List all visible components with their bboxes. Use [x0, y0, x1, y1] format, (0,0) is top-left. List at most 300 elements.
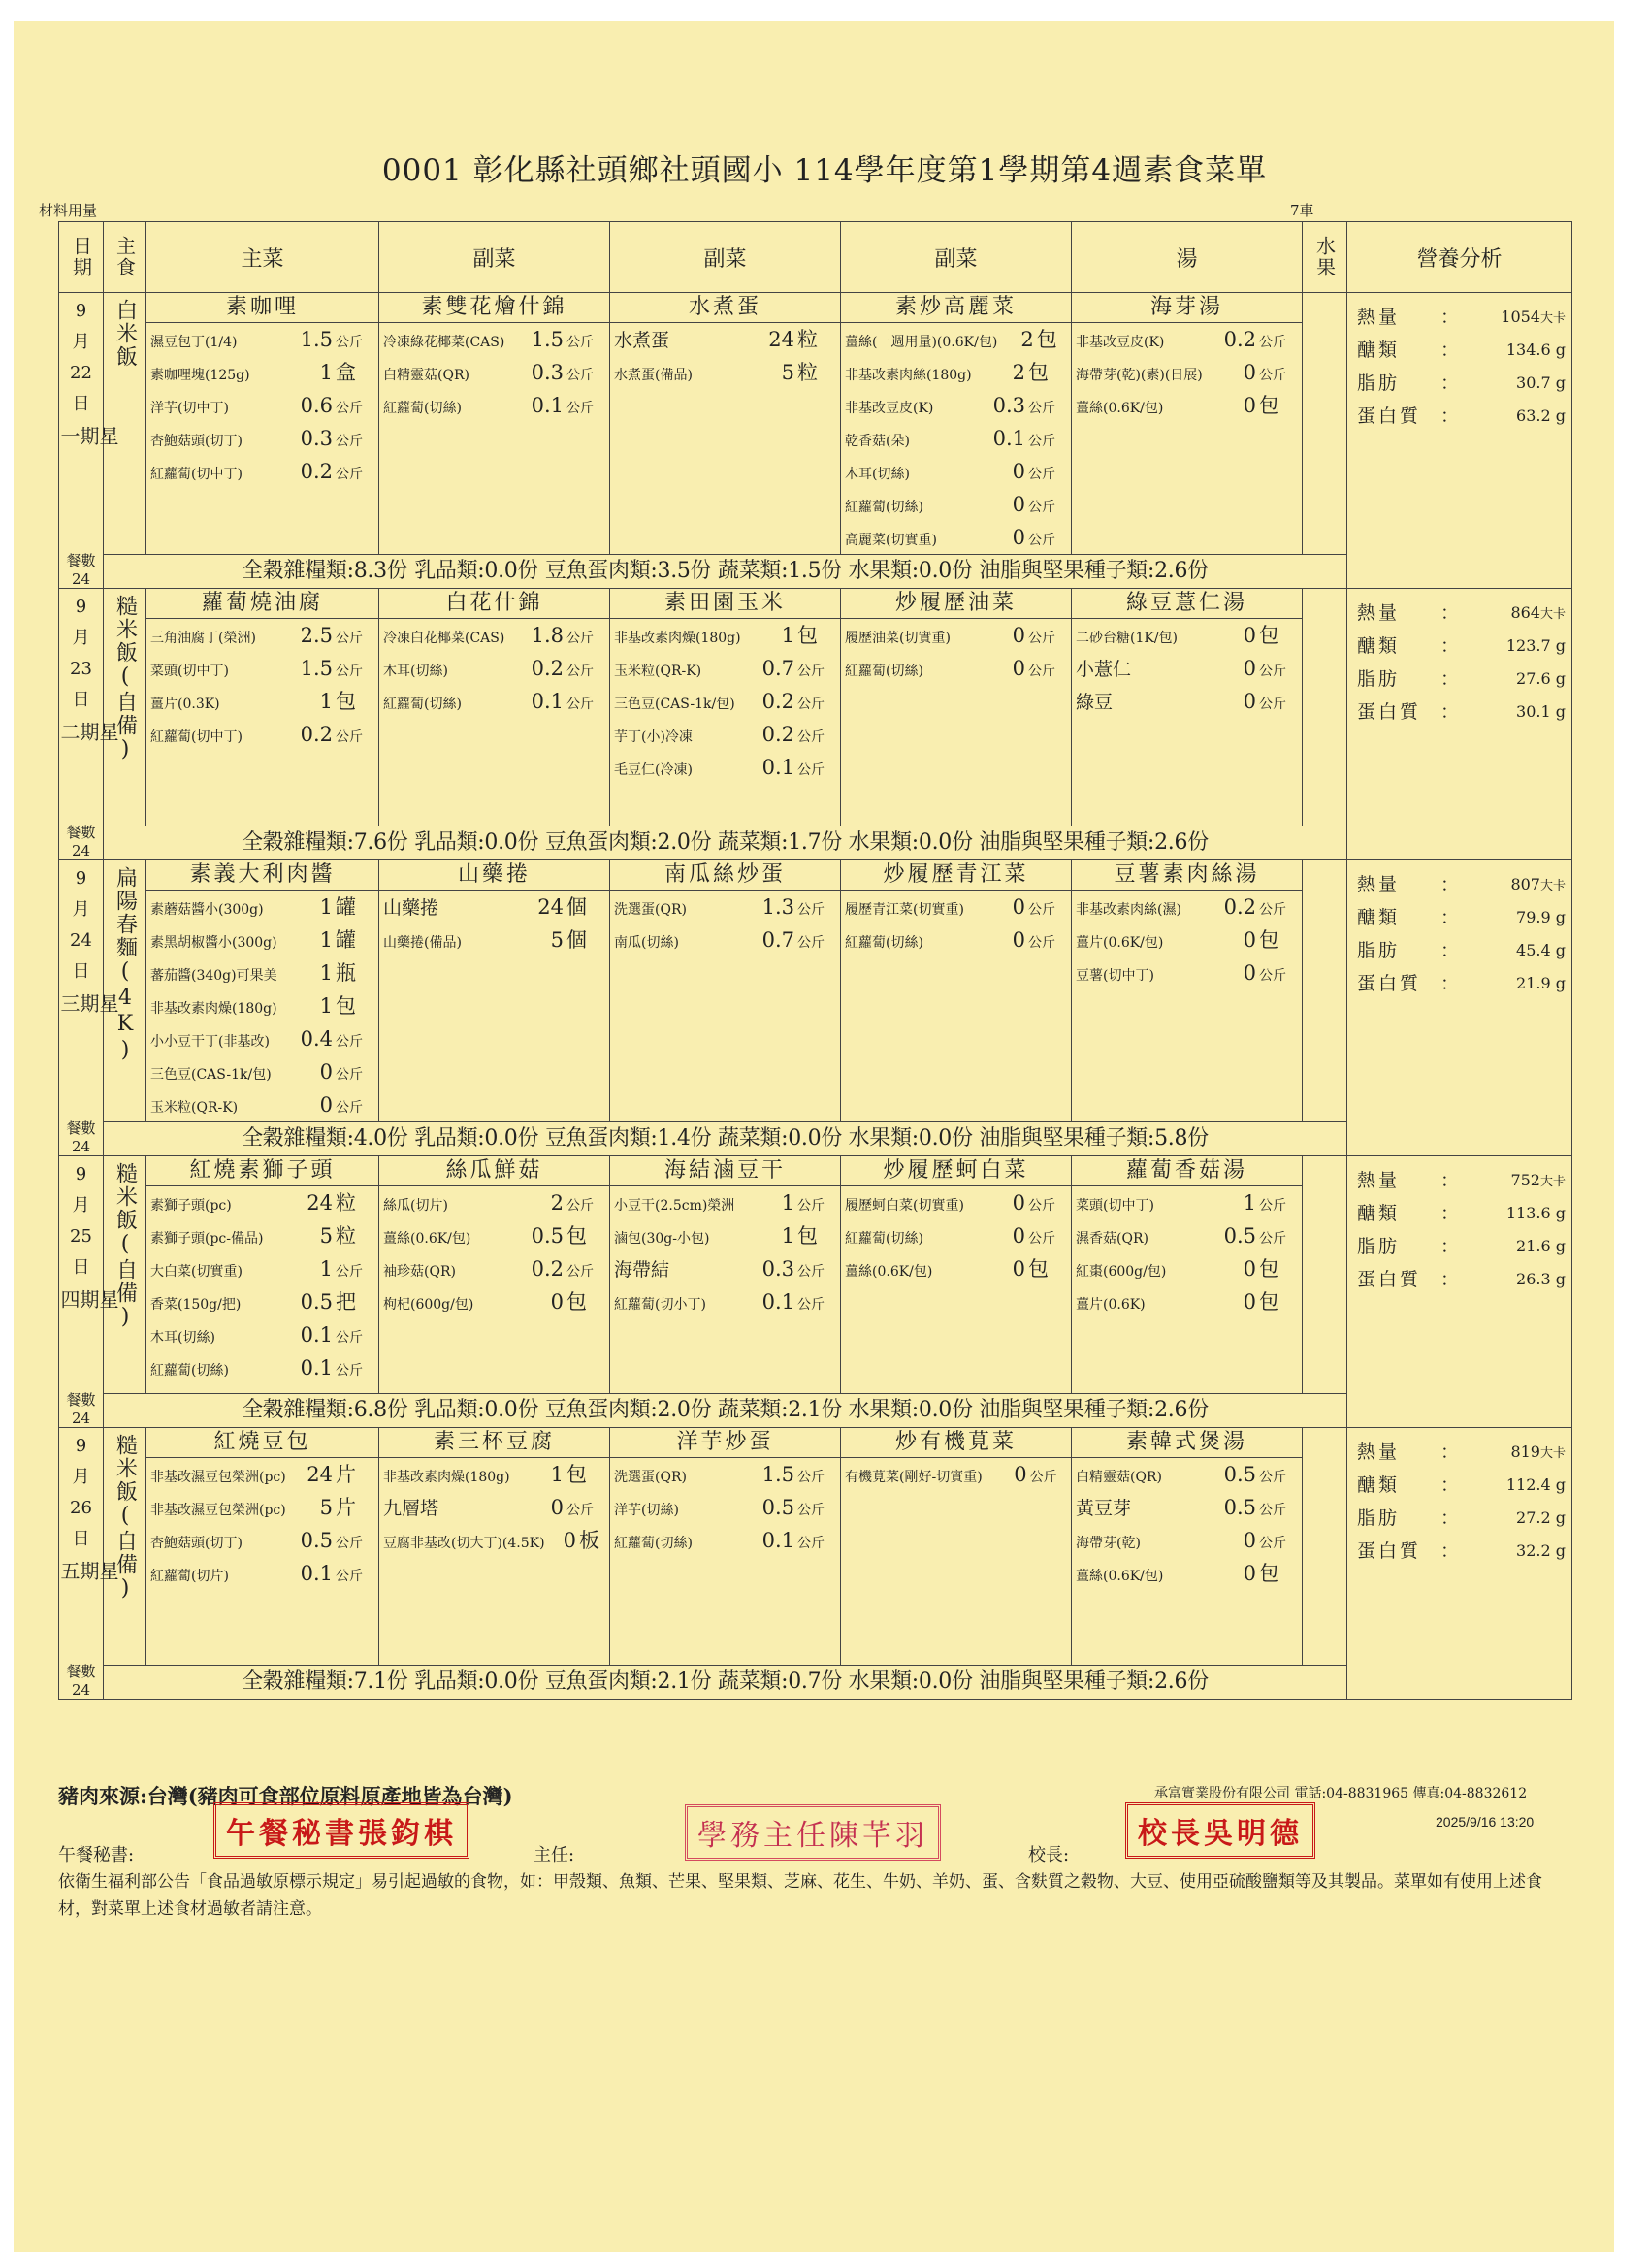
ingredient-unit: 公斤	[566, 368, 594, 383]
date-day: 24	[70, 930, 92, 951]
date-day-label: 日	[72, 690, 90, 710]
ingredient-row	[1072, 685, 1302, 718]
ingredient-qty: 5	[319, 1224, 333, 1247]
ingredient-row	[146, 685, 378, 718]
ingredient-qty: 0.5	[1223, 1224, 1256, 1247]
date-day: 25	[70, 1226, 92, 1247]
ingredient-row	[610, 356, 840, 389]
ingredient-row	[841, 652, 1071, 685]
ingredient-name: 素咖哩塊(125g)	[150, 368, 250, 383]
ingredient-row	[379, 1186, 609, 1219]
dish-cell	[146, 1428, 379, 1666]
ingredient-name: 海帶芽(乾)(素)(日展)	[1076, 368, 1203, 383]
ingredient-unit: 粒	[336, 1224, 356, 1247]
colon: ：	[1440, 940, 1460, 961]
date-month-label: 月	[72, 1467, 90, 1487]
ingredient-name: 非基改濕豆包榮洲(pc)	[150, 1470, 286, 1485]
weekday: 星期三	[57, 993, 119, 1015]
ingredient-unit: 公斤	[1028, 664, 1055, 679]
ingredient-row	[146, 356, 378, 389]
vehicle-label: 7車	[1290, 202, 1314, 219]
ingredient-qty: 1	[319, 961, 333, 985]
ingredient-row	[1072, 1219, 1302, 1252]
ingredient-name: 薑絲(一週用量)(0.6K/包)	[845, 335, 998, 350]
ingredient-unit: 公斤	[797, 902, 824, 918]
ingredient-unit: 包	[336, 690, 356, 713]
nutrition-label-cal: 熱量	[1357, 1170, 1401, 1191]
ingredient-name: 小小豆干丁(非基改)	[150, 1034, 270, 1050]
meal-count-value: 24	[71, 570, 91, 588]
dish-name: 炒履歷青江菜	[841, 860, 1071, 891]
nutrition-label-cal: 熱量	[1357, 307, 1401, 328]
dish-cell	[610, 1428, 841, 1666]
ingredient-name: 紅蘿蔔(切中丁)	[150, 729, 242, 745]
ingredient-qty: 1.8	[531, 624, 564, 647]
dish-name: 素韓式煲湯	[1072, 1428, 1302, 1458]
ingredient-row	[1072, 1458, 1302, 1491]
ingredient-name: 香菜(150g/把)	[150, 1297, 242, 1312]
colon: ：	[1440, 1442, 1460, 1463]
ingredient-qty: 0	[1243, 394, 1256, 417]
ingredient-qty: 0.5	[1223, 1463, 1256, 1486]
ingredient-row	[610, 685, 840, 718]
ingredient-qty: 0.1	[531, 394, 564, 417]
ingredient-unit: 包	[566, 1224, 587, 1247]
ingredient-name: 洗選蛋(QR)	[614, 1470, 687, 1485]
nutrition-label-carb: 醣類	[1357, 1474, 1401, 1496]
ingredient-unit: 公斤	[797, 664, 824, 679]
nutrition-label-fat: 脂肪	[1357, 668, 1401, 690]
ingredient-name: 芋丁(小)冷凍	[614, 729, 693, 745]
ingredient-name: 玉米粒(QR-K)	[614, 664, 702, 679]
dish-cell	[841, 1156, 1072, 1394]
header-date: 日期	[59, 222, 104, 293]
ingredient-qty: 1	[319, 690, 333, 713]
calorie-unit: 大卡	[1539, 879, 1566, 893]
ingredient-row	[1072, 891, 1302, 923]
ingredient-qty: 0.7	[761, 657, 794, 680]
ingredient-unit: 包	[797, 624, 818, 647]
ingredient-unit: 公斤	[1259, 1536, 1286, 1551]
ingredient-name: 蕃茄醬(340g)可果美	[150, 968, 277, 984]
ingredient-unit: 公斤	[336, 1536, 363, 1551]
colon: ：	[1440, 1540, 1460, 1562]
ingredient-row	[379, 619, 609, 652]
ingredient-unit: 公斤	[1028, 401, 1055, 416]
ingredient-row	[610, 323, 840, 356]
ingredient-name: 杏鮑菇頭(切丁)	[150, 1536, 242, 1551]
dish-name: 素三杯豆腐	[379, 1428, 609, 1458]
nutrition-label-cal: 熱量	[1357, 874, 1401, 895]
dish-name: 素田園玉米	[610, 589, 840, 619]
summary-row	[59, 1394, 1572, 1428]
ingredient-name: 薑絲(0.6K/包)	[1076, 1569, 1164, 1584]
ingredient-row	[1072, 619, 1302, 652]
date-cell	[57, 1428, 119, 1700]
meal-count-value: 24	[71, 1409, 91, 1427]
nutrition-value-fat	[1460, 1502, 1566, 1535]
nutrition-value-carb	[1460, 901, 1566, 934]
ingredient-unit: 包	[797, 1224, 818, 1247]
ingredient-row	[379, 1458, 609, 1491]
ingredient-qty: 0.1	[300, 1323, 333, 1346]
nutrition-value-fat	[1460, 934, 1566, 967]
ingredient-qty: 2.5	[300, 624, 333, 647]
ingredient-qty: 1.5	[300, 328, 333, 351]
nutrition-value-carb	[1460, 334, 1566, 367]
ingredient-unit: 公斤	[336, 664, 363, 679]
header-staple: 主食	[104, 222, 146, 293]
fruit-cell	[1303, 589, 1347, 826]
dish-name: 白花什錦	[379, 589, 609, 619]
ingredient-qty: 0	[1243, 361, 1256, 384]
dish-name: 炒履歷油菜	[841, 589, 1071, 619]
ingredient-unit: 瓶	[336, 961, 356, 985]
meal-count-label: 餐數	[66, 1391, 96, 1409]
ingredient-unit: 包	[1259, 624, 1279, 647]
ingredient-row	[1072, 1186, 1302, 1219]
nutrition-value-carb	[1460, 1469, 1566, 1502]
ingredient-row	[610, 891, 840, 923]
ingredient-row	[841, 1252, 1071, 1285]
fruit-cell	[1303, 1428, 1347, 1666]
nutrition-number: 752	[1510, 1171, 1540, 1189]
ingredient-row	[610, 1285, 840, 1318]
dish-name: 蘿蔔香菇湯	[1072, 1156, 1302, 1186]
ingredient-row	[841, 923, 1071, 956]
ingredient-row	[1072, 923, 1302, 956]
nutrition-cell	[1347, 293, 1572, 589]
ingredient-qty: 0	[1012, 1224, 1025, 1247]
ingredient-row	[610, 1252, 840, 1285]
ingredient-unit: 公斤	[1259, 368, 1286, 383]
ingredient-row	[146, 1219, 378, 1252]
colon: ：	[1440, 602, 1460, 624]
ingredient-qty: 0	[319, 1060, 333, 1084]
colon: ：	[1440, 907, 1460, 928]
ingredient-unit: 公斤	[1259, 1231, 1286, 1247]
dish-cell	[1072, 860, 1303, 1122]
ingredient-qty: 0.3	[761, 1257, 794, 1280]
principal-stamp: 校長吳明德	[1125, 1802, 1315, 1859]
ingredient-unit: 罐	[336, 928, 356, 952]
ingredient-row	[379, 389, 609, 422]
dish-name: 洋芋炒蛋	[610, 1428, 840, 1458]
ingredient-unit: 公斤	[336, 1100, 363, 1116]
ingredient-name: 非基改素肉絲(濕)	[1076, 902, 1181, 918]
material-label: 材料用量	[39, 202, 98, 219]
ingredient-qty: 0	[1243, 1562, 1256, 1585]
ingredient-row	[841, 356, 1071, 389]
nutrition-label-carb: 醣類	[1357, 635, 1401, 657]
menu-table	[58, 221, 1572, 1700]
summary-row	[59, 555, 1572, 589]
nutrition-cell	[1347, 1156, 1572, 1428]
ingredient-row	[1072, 356, 1302, 389]
ingredient-qty: 0.2	[531, 1257, 564, 1280]
ingredient-name: 履歷蚵白菜(切實重)	[845, 1198, 964, 1214]
date-month-label: 月	[72, 899, 90, 920]
ingredient-unit: 公斤	[566, 697, 594, 712]
dish-cell	[146, 1156, 379, 1394]
ingredient-name: 紅蘿蔔(切絲)	[845, 664, 923, 679]
ingredient-name: 素蘑菇醬小(300g)	[150, 902, 264, 918]
ingredient-name: 薑絲(0.6K/包)	[1076, 401, 1164, 416]
ingredient-unit: 公斤	[797, 729, 824, 745]
ingredient-name: 洗選蛋(QR)	[614, 902, 687, 918]
fruit-cell	[1303, 860, 1347, 1122]
ingredient-name: 高麗菜(切實重)	[845, 533, 937, 548]
ingredient-unit: 公斤	[1028, 467, 1055, 482]
meal-count-label: 餐數	[66, 552, 96, 569]
ingredient-unit: 公斤	[336, 1363, 363, 1378]
ingredient-name: 九層塔	[383, 1498, 439, 1519]
staple-cell	[104, 1428, 146, 1666]
date-day-label: 日	[72, 961, 90, 982]
ingredient-qty: 5	[550, 928, 564, 952]
ingredient-qty: 0.2	[761, 690, 794, 713]
ingredient-qty: 0	[550, 1496, 564, 1519]
ingredient-qty: 0	[1012, 657, 1025, 680]
dish-cell	[1072, 589, 1303, 826]
allergy-notice: 依衛生福利部公告「食品過敏原標示規定」易引起過敏的食物，如：甲殼類、魚類、芒果、堅果類、芝麻、花生、牛奶、羊奶、蛋、含麩質之穀物、大豆、使用亞硫酸鹽類等及其製品。菜單如有使用上述食材，對菜單上述食材過敏者請注意。	[58, 1872, 1542, 1919]
ingredient-name: 紅蘿蔔(切絲)	[845, 1231, 923, 1247]
dish-name: 南瓜絲炒蛋	[610, 860, 840, 891]
ingredient-name: 木耳(切絲)	[383, 664, 448, 679]
ingredient-name: 紅蘿蔔(切絲)	[383, 697, 462, 712]
ingredient-unit: 個	[566, 928, 587, 952]
nutrition-label-fat: 脂肪	[1357, 1236, 1401, 1257]
ingredient-unit: 包	[1036, 328, 1057, 351]
ingredient-unit: 包	[1259, 1562, 1279, 1585]
dish-cell	[146, 293, 379, 555]
ingredient-qty: 0	[1012, 1257, 1025, 1280]
ingredient-unit: 公斤	[1259, 1503, 1286, 1518]
ingredient-qty: 0.1	[300, 1356, 333, 1379]
nutrition-value-carb	[1460, 1197, 1566, 1230]
ingredient-name: 木耳(切絲)	[150, 1330, 215, 1345]
ingredient-unit: 公斤	[797, 1198, 824, 1214]
ingredient-row	[610, 923, 840, 956]
ingredient-name: 白精靈菇(QR)	[1076, 1470, 1162, 1485]
nutrition-value-protein	[1460, 1263, 1566, 1296]
ingredient-qty: 0	[1012, 460, 1025, 483]
ingredient-qty: 0	[1243, 1257, 1256, 1280]
ingredient-qty: 0	[1243, 1290, 1256, 1313]
staple-name: 白米飯	[113, 299, 138, 369]
nutrition-value-protein	[1460, 1535, 1566, 1568]
nutrition-value-cal	[1460, 597, 1566, 630]
nutrition-number: 864	[1510, 603, 1540, 622]
ingredient-row	[841, 521, 1071, 554]
ingredient-qty: 0.1	[992, 427, 1025, 450]
ingredient-row	[610, 652, 840, 685]
date-month: 9	[75, 1164, 87, 1184]
nutrition-cell	[1347, 1428, 1572, 1700]
ingredient-unit: 公斤	[336, 1264, 363, 1280]
nutrition-cell	[1347, 860, 1572, 1156]
nutrition-label-cal: 熱量	[1357, 602, 1401, 624]
ingredient-name: 非基改豆皮(K)	[1076, 335, 1165, 350]
ingredient-unit: 包	[1259, 928, 1279, 952]
ingredient-unit: 公斤	[1259, 1198, 1286, 1214]
dish-name: 水煮蛋	[610, 293, 840, 323]
ingredient-name: 非基改素肉絲(180g)	[845, 368, 972, 383]
weekday: 星期二	[57, 722, 119, 743]
ingredient-qty: 0	[1243, 624, 1256, 647]
ingredient-name: 二砂台糖(1K/包)	[1076, 631, 1179, 646]
ingredient-qty: 0	[1243, 1529, 1256, 1552]
ingredient-row	[379, 1219, 609, 1252]
ingredient-unit: 公斤	[336, 729, 363, 745]
ingredient-unit: 包	[1028, 1257, 1049, 1280]
ingredient-name: 洋芋(切絲)	[614, 1503, 679, 1518]
dish-name: 絲瓜鮮菇	[379, 1156, 609, 1186]
ingredient-row	[1072, 389, 1302, 422]
secretary-stamp: 午餐秘書張鈞棋	[213, 1802, 469, 1859]
ingredient-unit: 公斤	[566, 401, 594, 416]
ingredient-name: 非基改素肉燥(180g)	[150, 1001, 277, 1017]
ingredient-name: 滷包(30g-小包)	[614, 1231, 710, 1247]
food-group-summary: 全穀雜糧類:7.1份 乳品類:0.0份 豆魚蛋肉類:2.1份 蔬菜類:0.7份 水果類:0.0份 油脂與堅果種子類:2.6份	[104, 1666, 1347, 1700]
ingredient-row	[1072, 652, 1302, 685]
nutrition-value-cal	[1460, 1164, 1566, 1197]
ingredient-qty: 2	[1012, 361, 1025, 384]
ingredient-name: 濕香菇(QR)	[1076, 1231, 1148, 1247]
ingredient-row	[146, 1491, 378, 1524]
ingredient-unit: 公斤	[797, 1264, 824, 1280]
date-cell	[57, 293, 119, 589]
ingredient-unit: 公斤	[1259, 902, 1286, 918]
header-side3: 副菜	[841, 222, 1072, 293]
nutrition-value-fat	[1460, 367, 1566, 400]
ingredient-qty: 0	[1012, 895, 1025, 919]
ingredient-unit: 公斤	[336, 467, 363, 482]
ingredient-unit: 包	[1259, 1290, 1279, 1313]
ingredient-row	[379, 323, 609, 356]
ingredient-qty: 0.1	[531, 690, 564, 713]
ingredient-qty: 1	[1243, 1191, 1256, 1215]
ingredient-qty: 0	[1014, 1463, 1027, 1486]
ingredient-name: 冷凍白花椰菜(CAS)	[383, 631, 505, 646]
nutrition-number: 79.9 g	[1516, 908, 1566, 926]
ingredient-qty: 0.5	[300, 1290, 333, 1313]
nutrition-label-cal: 熱量	[1357, 1442, 1401, 1463]
dish-cell	[379, 1428, 610, 1666]
colon: ：	[1440, 1474, 1460, 1496]
colon: ：	[1440, 307, 1460, 328]
ingredient-qty: 0.2	[300, 460, 333, 483]
ingredient-qty: 0.3	[992, 394, 1025, 417]
nutrition-label-fat: 脂肪	[1357, 1507, 1401, 1529]
colon: ：	[1440, 405, 1460, 427]
nutrition-number: 112.4 g	[1505, 1475, 1566, 1494]
ingredient-row	[146, 956, 378, 989]
meal-count-value: 24	[71, 842, 91, 859]
date-month-label: 月	[72, 628, 90, 648]
ingredient-qty: 1	[781, 1224, 794, 1247]
date-month-label: 月	[72, 1195, 90, 1215]
colon: ：	[1440, 973, 1460, 994]
ingredient-unit: 公斤	[336, 1569, 363, 1584]
ingredient-qty: 0.5	[300, 1529, 333, 1552]
ingredient-qty: 1	[319, 361, 333, 384]
ingredient-qty: 0	[1012, 928, 1025, 952]
ingredient-row	[841, 455, 1071, 488]
ingredient-qty: 24	[307, 1463, 333, 1486]
nutrition-number: 45.4 g	[1516, 941, 1566, 959]
ingredient-qty: 0.3	[300, 427, 333, 450]
nutrition-label-protein: 蛋白質	[1357, 405, 1422, 427]
ingredient-name: 絲瓜(切片)	[383, 1198, 448, 1214]
summary-row	[59, 1122, 1572, 1156]
ingredient-row	[841, 1458, 1071, 1491]
ingredient-name: 濕豆包丁(1/4)	[150, 335, 238, 350]
food-group-summary: 全穀雜糧類:7.6份 乳品類:0.0份 豆魚蛋肉類:2.0份 蔬菜類:1.7份 水果類:0.0份 油脂與堅果種子類:2.6份	[104, 826, 1347, 860]
ingredient-unit: 公斤	[1259, 968, 1286, 984]
ingredient-row	[841, 422, 1071, 455]
nutrition-number: 21.6 g	[1516, 1237, 1566, 1255]
ingredient-row	[841, 323, 1071, 356]
header-side2: 副菜	[610, 222, 841, 293]
meal-count-label: 餐數	[66, 1663, 96, 1680]
ingredient-name: 薑片(0.6K)	[1076, 1297, 1146, 1312]
ingredient-row	[1072, 1557, 1302, 1590]
ingredient-row	[146, 923, 378, 956]
ingredient-name: 豆腐非基改(切大丁)(4.5K)	[383, 1536, 545, 1551]
dish-name: 山藥捲	[379, 860, 609, 891]
header-row	[59, 222, 1572, 293]
ingredient-row	[146, 1458, 378, 1491]
ingredient-name: 南瓜(切絲)	[614, 935, 679, 951]
ingredient-qty: 0.1	[761, 1290, 794, 1313]
ingredient-qty: 0	[1012, 624, 1025, 647]
dish-cell	[841, 293, 1072, 555]
dish-name: 炒有機莧菜	[841, 1428, 1071, 1458]
ingredient-qty: 0.2	[761, 723, 794, 746]
ingredient-unit: 公斤	[566, 631, 594, 646]
ingredient-name: 三色豆(CAS-1k/包)	[150, 1067, 272, 1083]
ingredient-qty: 0.4	[300, 1027, 333, 1051]
ingredient-unit: 公斤	[1259, 697, 1286, 712]
ingredient-qty: 2	[550, 1191, 564, 1215]
ingredient-qty: 0	[1243, 690, 1256, 713]
ingredient-name: 紅蘿蔔(切片)	[150, 1569, 229, 1584]
ingredient-name: 非基改素肉燥(180g)	[614, 631, 741, 646]
ingredient-unit: 片	[336, 1496, 356, 1519]
ingredient-row	[146, 1022, 378, 1055]
staple-name: 扁陽春麵(4K)	[113, 866, 138, 1064]
ingredient-row	[146, 455, 378, 488]
ingredient-qty: 1.5	[300, 657, 333, 680]
date-day-label: 日	[72, 394, 90, 414]
ingredient-row	[841, 389, 1071, 422]
ingredient-row	[841, 488, 1071, 521]
ingredient-qty: 0	[550, 1290, 564, 1313]
nutrition-number: 27.6 g	[1516, 669, 1566, 688]
ingredient-unit: 個	[566, 895, 587, 919]
ingredient-unit: 公斤	[797, 762, 824, 778]
ingredient-qty: 0.2	[300, 723, 333, 746]
ingredient-row	[146, 718, 378, 751]
dish-cell	[146, 860, 379, 1122]
ingredient-unit: 公斤	[1028, 1198, 1055, 1214]
nutrition-number: 21.9 g	[1516, 974, 1566, 992]
ingredient-unit: 公斤	[566, 335, 594, 350]
ingredient-name: 素獅子頭(pc)	[150, 1198, 232, 1214]
principal-label: 校長:	[1028, 1845, 1070, 1865]
ingredient-unit: 公斤	[336, 1067, 363, 1083]
